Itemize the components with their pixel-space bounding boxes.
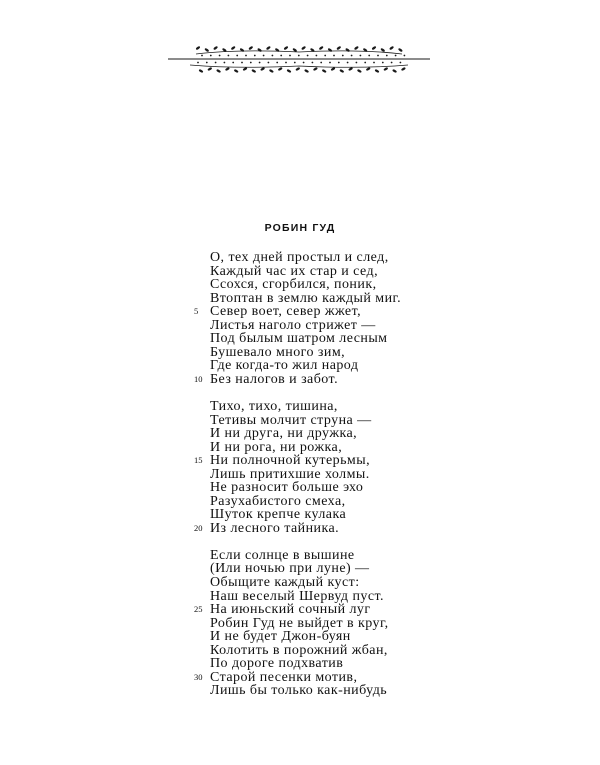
ornament-leaf [322,69,327,73]
poem-line [210,332,510,346]
line-text: Шуток крепче кулака [210,507,347,523]
ornament-leaf [278,67,283,71]
line-text: Ни полночной кутерьмы, [210,453,371,469]
leafy-vine-ornament-icon [168,40,430,78]
poem-line [210,400,510,414]
line-text: (Или ночью при луне) — [210,561,370,577]
ornament-leaf [213,46,218,51]
poem-line [210,359,510,373]
line-text: И ни друга, ни дружка, [210,426,358,442]
ornament-leaf [241,62,243,64]
ornament-leaf [312,62,314,64]
ornament-leaf [248,46,253,51]
ornament-leaf [286,69,291,73]
ornament-leaf [269,69,274,73]
ornament-leaf [190,65,408,67]
ornament-leaf [276,62,278,64]
ornament-leaf [392,69,397,73]
ornament-leaf [364,62,366,64]
ornament-leaf [206,62,208,64]
line-text: Из лесного тайника. [210,520,340,536]
poem-line [210,441,510,455]
ornament-leaf [401,67,406,71]
ornament-leaf [225,67,230,71]
ornament-leaf [338,62,340,64]
line-text: Колотить в порожний жбан, [210,642,388,658]
ornament-leaf [404,55,406,57]
poem-line [210,576,510,590]
ornament-leaf [285,62,287,64]
line-text: Не разносит больше эхо [210,480,364,496]
ornament-leaf [389,46,394,51]
ornament-leaf [201,55,203,57]
ornament-leaf [356,62,358,64]
poem-line [210,427,510,441]
line-number: 10 [194,373,203,384]
ornament-leaf [216,69,221,73]
line-number: 5 [194,306,199,317]
line-number: 15 [194,455,203,466]
poem-line [210,319,510,333]
poem-line [210,630,510,644]
poem-line [210,414,510,428]
ornament-leaf [231,46,236,51]
ornament-leaf [374,69,379,73]
ornament-leaf [204,48,209,53]
ornament-leaf [357,69,362,73]
line-text: Тихо, тихо, тишина, [210,398,338,414]
ornament-leaf [391,62,393,64]
ornament-leaf [289,55,291,57]
ornament-leaf [268,62,270,64]
poem-line [210,251,510,265]
ornament-leaf [251,69,256,73]
ornament-leaf [360,55,362,57]
ornament-leaf [207,67,212,71]
ornament-leaf [313,67,318,71]
line-text: Ссохся, сгорбился, поник, [210,277,377,293]
stanza [194,398,510,536]
poem-line [210,684,510,698]
ornament-leaf [395,55,397,57]
ornament-leaf [351,55,353,57]
ornament-leaf [324,55,326,57]
ornament-leaf [272,55,274,57]
line-text: И не будет Джон-буян [210,629,351,645]
line-text: Тетивы молчит струна — [210,412,372,428]
ornament-leaf [329,62,331,64]
line-text: Север воет, север жжет, [210,304,362,320]
ornament-leaf [232,62,234,64]
stanza [194,547,510,699]
stanza [194,250,510,387]
poem-line [210,278,510,292]
ornament-leaf [377,55,379,57]
line-text: Где когда-то жил народ [210,358,359,374]
ornament-leaf [298,55,300,57]
ornament-leaf [234,69,239,73]
ornament-leaf [250,62,252,64]
poem-line [210,481,510,495]
ornament-leaf [283,46,288,51]
line-number: 30 [194,671,203,682]
line-text: Под былым шатром лесным [210,331,388,347]
ornament-leaf [294,62,296,64]
line-text: И ни рога, ни рожка, [210,439,343,455]
poem-line [210,644,510,658]
ornament-leaf [254,55,256,57]
ornament-leaf [219,55,221,57]
ornament-leaf [245,55,247,57]
poem-title: РОБИН ГУД [264,222,336,234]
line-text: Наш веселый Шервуд пуст. [210,588,384,604]
poem-line [210,657,510,671]
ornament-leaf [368,55,370,57]
line-text: Обыщите каждый куст: [210,575,360,591]
poem-line [194,602,510,618]
ornament-leaf [303,62,305,64]
ornament-leaf [336,46,341,51]
ornament-leaf [400,62,402,64]
poem-line [210,590,510,604]
poem-line [194,520,510,536]
ornament-leaf [196,51,402,54]
ornament-leaf [316,55,318,57]
poem-body [194,250,510,699]
poem-line [210,508,510,522]
poem-line [194,453,510,469]
ornament-leaf [195,46,200,51]
line-text: Бушевало много зим, [210,344,346,360]
poem-line [194,669,510,685]
line-text: Робин Гуд не выйдет в круг, [210,615,389,631]
ornament-leaf [333,55,335,57]
ornament-leaf [345,48,350,53]
line-text: Лишь бы только как-нибудь [210,683,388,699]
poem-line [210,346,510,360]
ornament-leaf [198,69,203,73]
ornament-leaf [259,62,261,64]
ornament-leaf [228,55,230,57]
poem-line [210,468,510,482]
ornament-leaf [342,55,344,57]
line-text: Разухабистого смеха, [210,493,346,509]
poem-line [210,562,510,576]
ornament-leaf [263,55,265,57]
ornament-leaf [257,48,262,53]
poem-line [210,495,510,509]
ornament-leaf [295,67,300,71]
line-text: Лишь притихшие холмы. [210,466,370,482]
ornament-leaf [301,46,306,51]
ornament-leaf [320,62,322,64]
ornament-leaf [354,46,359,51]
ornament-leaf [398,48,403,53]
line-text: Каждый час их стар и сед, [210,263,379,279]
line-text: О, тех дней простыл и след, [210,250,389,265]
poem-line [210,617,510,631]
ornament-leaf [307,55,309,57]
ornament-leaf [215,62,217,64]
ornament-leaf [304,69,309,73]
line-text: На июньский сочный луг [210,602,371,618]
line-text: Без налогов и забот. [210,371,339,387]
ornament-leaf [327,48,332,53]
ornament-leaf [382,62,384,64]
poem-line [194,371,510,387]
ornament-leaf [239,48,244,53]
ornament-leaf [210,55,212,57]
poem-line [210,549,510,563]
line-text: Если солнце в вышине [210,547,355,563]
ornament-leaf [319,46,324,51]
line-number: 25 [194,604,203,615]
ornament-leaf [373,62,375,64]
ornament-leaf [339,69,344,73]
poem-line [210,265,510,279]
ornament-leaf [224,62,226,64]
line-number: 20 [194,522,203,533]
line-text: По дороге подхватив [210,656,344,672]
ornament-leaf [266,46,271,51]
line-text: Старой песенки мотив, [210,669,358,685]
poem-line [210,292,510,306]
ornament-leaf [347,62,349,64]
ornament-leaf [280,55,282,57]
ornament-leaf [386,55,388,57]
ornament-leaf [197,62,199,64]
ornament-leaf [371,46,376,51]
line-text: Листья наголо стрижет — [210,317,376,333]
poem-line [194,304,510,320]
ornament-leaf [380,48,385,53]
ornament-leaf [236,55,238,57]
ornament-leaf [383,67,388,71]
line-text: Втоптан в землю каждый миг. [210,290,402,306]
